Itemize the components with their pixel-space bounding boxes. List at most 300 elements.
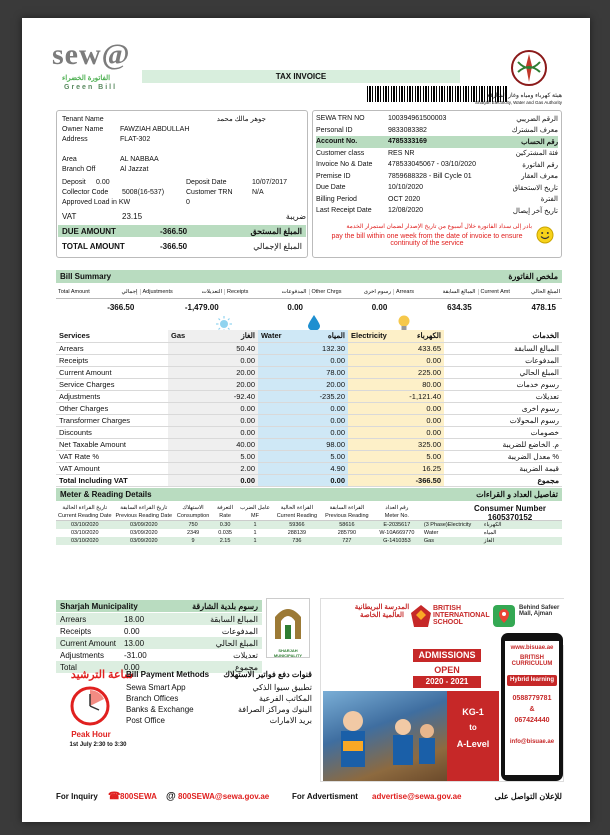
summary-value-cell: 634.35 — [447, 302, 472, 312]
meter-row — [56, 521, 562, 530]
ad-to: to — [469, 723, 477, 732]
authority-name-en: Sharjah Electricity, Water and Gas Authority — [474, 100, 562, 105]
ad-email: info@bisuae.ae — [509, 739, 555, 745]
service-row — [56, 450, 562, 462]
service-label-ar: تعديلات — [444, 390, 562, 402]
account-row-value: RES NR — [388, 149, 415, 157]
summary-header-cell — [309, 289, 394, 295]
service-water: 0.00 — [258, 402, 348, 414]
notice-ar: بادر إلى سداد الفاتورة خلال أسبوع من تاريخ الإصدار لضمان استمرار الخدمة — [346, 224, 532, 230]
service-label: VAT Amount — [56, 462, 168, 474]
service-row — [56, 438, 562, 450]
municipality-row-label: Receipts — [60, 626, 92, 636]
meter-header: MF — [251, 513, 259, 519]
meter-cell: 9 — [191, 538, 195, 544]
ad-phone2: 067424440 — [514, 717, 550, 724]
logo-sub-ar: الفاتورة الخضراء — [62, 75, 111, 82]
account-row-label: Last Receipt Date — [316, 207, 372, 215]
meter-title: Meter & Reading Details — [60, 490, 152, 499]
summary-header-ar: المبلغ الحالي — [530, 288, 560, 295]
account-row-label: Premise ID — [316, 172, 351, 180]
customer-details — [62, 114, 306, 222]
meter-title-ar: تفاصيل العداد و القراءات — [476, 490, 558, 499]
service-label-ar: المدفوعات — [444, 354, 562, 366]
municipality-row-value: -31.00 — [124, 650, 147, 660]
vat-label: VAT — [62, 212, 77, 221]
meter-cell: G-1410353 — [383, 538, 411, 544]
advert-label-ar: للإعلان التواصل على — [494, 791, 562, 801]
meter-header: Current Reading Date — [58, 513, 112, 519]
account-details — [316, 113, 558, 217]
meter-header: Consumption — [176, 513, 210, 519]
meter-cell: 1 — [253, 522, 257, 528]
service-water: 5.00 — [258, 450, 348, 462]
municipality-row-ar: المبلغ الحالي — [215, 638, 258, 648]
service-row — [56, 366, 562, 378]
meter-cell: الغاز — [483, 538, 495, 544]
account-row-ar: الفترة — [540, 196, 558, 204]
account-row-ar: رقم الحساب — [521, 138, 558, 146]
meter-cell: 2349 — [186, 530, 200, 536]
service-elec: 325.00 — [348, 438, 444, 450]
meter-cell: المياه — [483, 530, 497, 536]
payment-row-ar: المكاتب الفرعية — [258, 694, 312, 703]
meter-table — [56, 504, 562, 545]
ad-years: 2020 - 2021 — [413, 676, 481, 688]
account-row — [316, 113, 558, 125]
meter-header-ar: التعرفة — [217, 505, 234, 511]
meter-header-ar: تاريخ القراءة السابقة — [120, 505, 168, 511]
service-label-ar: مجموع — [444, 474, 562, 486]
gas-header-en: Gas — [171, 331, 186, 341]
payment-title: Bill Payment Methods — [126, 670, 210, 679]
bill-summary-header — [56, 270, 562, 283]
municipality-logo-text: SHARJAH MUNICIPALITY — [273, 648, 303, 658]
school-logo-icon — [411, 605, 431, 627]
peak-title-ar: ساعة الترشيد — [70, 669, 134, 681]
municipality-row — [56, 649, 262, 661]
payment-row-en: Post Office — [126, 716, 165, 725]
ad-level-panel — [447, 691, 499, 781]
summary-value-cell: -1,479.00 — [184, 302, 219, 312]
municipality-row-ar: مجموع — [235, 662, 258, 672]
service-label-ar: رسوم اخرى — [444, 402, 562, 414]
total-label-ar: المبلغ الإجمالي — [253, 241, 302, 251]
service-label: Discounts — [56, 426, 168, 438]
school-ad — [320, 598, 564, 782]
light-bulb-icon — [398, 315, 410, 331]
service-label: Transformer Charges — [56, 414, 168, 426]
approved-load-label: Approved Load in KW — [62, 198, 131, 206]
service-elec: 0.00 — [348, 354, 444, 366]
service-label: Receipts — [56, 354, 168, 366]
service-water: 78.00 — [258, 366, 348, 378]
account-row-ar: الرقم الضريبي — [516, 115, 558, 123]
deposit-label: Deposit — [62, 178, 86, 186]
service-row — [56, 474, 562, 486]
municipality-row-value: 0.00 — [124, 626, 140, 636]
consumer-number-label: Consumer Number — [473, 504, 546, 513]
service-elec: 0.00 — [348, 414, 444, 426]
account-row — [316, 182, 558, 194]
branch-value: Al Jazzat — [120, 165, 149, 173]
payment-row — [126, 704, 312, 715]
meter-header: Current Reading — [276, 513, 318, 519]
deposit-date-label: Deposit Date — [186, 178, 227, 186]
payment-title-ar: قنوات دفع فواتير الاستهلاك — [223, 670, 312, 679]
summary-value-cell: -366.50 — [107, 302, 135, 312]
ad-open: OPEN — [434, 665, 460, 675]
ad-phone1: 0588779781 — [512, 695, 552, 702]
ad-website: www.bisuae.ae — [510, 645, 554, 651]
footer — [56, 788, 562, 804]
payment-row-ar: تطبيق سيوا الذكي — [252, 683, 312, 692]
meter-header-ar: الاستهلاك — [182, 505, 204, 511]
bill-summary-headers — [56, 285, 562, 299]
service-row — [56, 390, 562, 402]
payment-row-en: Banks & Exchange — [126, 705, 194, 714]
service-gas: 20.00 — [168, 378, 258, 390]
summary-value-cell: 0.00 — [371, 302, 388, 312]
municipality-row-label: Arrears — [60, 614, 87, 624]
service-water: -235.20 — [258, 390, 348, 402]
meter-cell: 285790 — [337, 530, 357, 536]
service-label-ar: رسوم المحولات — [444, 414, 562, 426]
summary-header-ar: رسوم اخرى — [363, 288, 391, 295]
students-photo — [323, 691, 447, 781]
account-row-value: 100394961500003 — [388, 115, 447, 123]
meter-header-row — [56, 512, 562, 521]
service-elec: -1,121.40 — [348, 390, 444, 402]
account-row-value: 12/08/2020 — [388, 207, 424, 215]
account-row-ar: معرف العقار — [521, 173, 558, 181]
service-elec: 80.00 — [348, 378, 444, 390]
peak-note: 1st July 2:30 to 3:30 — [69, 742, 127, 748]
municipality-title-ar: رسوم بلدية الشارقة — [192, 601, 258, 611]
municipality-row-value: 0.00 — [124, 662, 140, 672]
account-row-label: Invoice No & Date — [316, 161, 373, 169]
summary-header-ar: المدفوعات — [281, 288, 307, 295]
meter-cell: 0.30 — [219, 522, 231, 528]
advert-email[interactable]: advertise@sewa.gov.ae — [372, 791, 462, 801]
ad-level: A-Level — [456, 739, 490, 749]
inquiry-label: For Inquiry — [56, 791, 98, 801]
payment-row — [126, 682, 312, 693]
account-row — [316, 171, 558, 183]
gas-header-ar: الغاز — [241, 331, 255, 341]
due-amount-row — [58, 225, 306, 237]
municipality-row-label: Total — [60, 662, 77, 672]
due-label-ar: المبلغ المستحق — [250, 226, 302, 236]
logo-text: sew@ — [52, 38, 131, 71]
phone-icon: ☎ — [108, 790, 121, 802]
water-header — [258, 330, 348, 342]
service-gas: 0.00 — [168, 402, 258, 414]
service-water: 0.00 — [258, 354, 348, 366]
meter-header-ar-row — [56, 504, 562, 512]
ad-hybrid: Hybrid learning — [507, 675, 557, 686]
meter-header-ar — [422, 504, 482, 512]
account-row — [316, 205, 558, 217]
consumer-number-value: 1605370152 — [487, 513, 533, 522]
service-label-ar: خصومات — [444, 426, 562, 438]
account-row-ar: رقم الفاتورة — [522, 161, 558, 169]
customer-trn-label: Customer TRN — [186, 188, 233, 196]
meter-cell: 2.15 — [219, 538, 231, 544]
account-row — [316, 136, 558, 148]
service-label-ar: المبلغ الحالي — [444, 366, 562, 378]
service-elec: 0.00 — [348, 426, 444, 438]
service-label: Arrears — [56, 342, 168, 354]
gas-header — [168, 330, 258, 342]
municipality-row-label: Adjustments — [60, 650, 105, 660]
meter-cell: (3 Phase)Electricity — [423, 522, 472, 528]
account-row-ar: معرف المشترك — [511, 127, 558, 135]
meter-header: Meter No. — [384, 513, 409, 519]
summary-header-cell — [56, 289, 140, 295]
bill-summary-values — [56, 301, 562, 313]
due-label: DUE AMOUNT — [62, 226, 116, 236]
municipality-row-ar: تعديلات — [233, 650, 258, 660]
ad-curriculum: BRITISH CURRICULUM — [511, 655, 553, 667]
total-label: TOTAL AMOUNT — [62, 241, 125, 251]
municipality-header — [56, 600, 262, 612]
service-water: 98.00 — [258, 438, 348, 450]
meter-header-ar: القراءة الحالية — [280, 505, 313, 511]
service-row — [56, 414, 562, 426]
service-water: 0.00 — [258, 414, 348, 426]
service-label: VAT Rate % — [56, 450, 168, 462]
payment-row — [126, 715, 312, 726]
meter-cell: W-10A669770 — [379, 530, 415, 536]
branch-label: Branch Off — [62, 165, 96, 173]
customer-trn-value: N/A — [252, 188, 264, 196]
summary-header-en: Current Amt — [480, 288, 510, 295]
service-row — [56, 354, 562, 366]
peak-label: Peak Hour — [71, 730, 111, 739]
area-label: Area — [62, 155, 77, 163]
summary-header-en: Other Chrgs — [311, 288, 342, 295]
tenant-value: جوهر مالك محمد — [216, 116, 266, 123]
meter-cell: 736 — [292, 538, 302, 544]
total-value: -366.50 — [160, 241, 188, 251]
meter-cell: Water — [423, 530, 439, 536]
service-elec: 0.00 — [348, 402, 444, 414]
account-row — [316, 159, 558, 171]
meter-header-ar: رقم العداد — [385, 505, 409, 511]
elec-header-ar: الكهرباء — [416, 331, 441, 341]
service-water: 20.00 — [258, 378, 348, 390]
meter-cell: 288139 — [287, 530, 307, 536]
bill-summary-title-ar: ملخص الفاتورة — [508, 272, 558, 281]
meter-row — [56, 537, 562, 545]
service-gas: 0.00 — [168, 426, 258, 438]
service-gas: 0.00 — [168, 414, 258, 426]
meter-cell: 03/10/2020 — [70, 522, 99, 528]
ad-school-en: BRITISH INTERNATIONAL SCHOOL — [433, 605, 490, 626]
inquiry-email[interactable]: 800SEWA@sewa.gov.ae — [178, 791, 270, 801]
notice-en: pay the bill within one week from the date of invoice to ensure continuity of the service — [331, 233, 523, 247]
meter-cell: 03/10/2020 — [70, 530, 99, 536]
meter-header: Previous Reading — [325, 513, 369, 519]
service-elec: -366.50 — [348, 474, 444, 486]
vat-label-ar: ضريبة — [285, 212, 306, 221]
service-gas: -92.40 — [168, 390, 258, 402]
service-row — [56, 342, 562, 354]
summary-header-cell — [478, 289, 563, 295]
account-row-label: Due Date — [316, 184, 346, 192]
payment-rows — [126, 682, 312, 726]
map-pin-icon — [493, 605, 515, 627]
tenant-label: Tenant Name — [62, 115, 104, 123]
service-row — [56, 462, 562, 474]
ad-school-ar: المدرسة البريطانية العالمية الخاصة — [354, 604, 410, 619]
meter-header — [422, 512, 482, 521]
authority-emblem-icon — [510, 48, 548, 88]
meter-cell: 750 — [188, 522, 198, 528]
approved-load-value: 0 — [186, 198, 190, 206]
service-gas: 20.00 — [168, 366, 258, 378]
authority-name-ar: هيئة كهرباء ومياه وغاز الشارقة — [486, 93, 562, 99]
logo-sub-en: Green Bill — [64, 84, 118, 91]
meter-cell: 59366 — [289, 522, 305, 528]
elec-header-en: Electricity — [351, 331, 387, 341]
summary-header-en: Total Amount — [58, 288, 90, 295]
summary-header-cell — [140, 289, 225, 295]
account-row-label: Personal ID — [316, 126, 353, 134]
service-elec: 225.00 — [348, 366, 444, 378]
service-label-ar: المبالغ السابقة — [444, 342, 562, 354]
municipality-rows — [56, 613, 262, 673]
meter-header-ar: عامل الضرب — [240, 505, 270, 511]
invoice-sheet — [22, 18, 590, 822]
deposit-value: 0.00 — [96, 178, 110, 186]
account-row-ar: فئة المشتركين — [515, 150, 558, 158]
service-gas: 5.00 — [168, 450, 258, 462]
service-water: 0.00 — [258, 426, 348, 438]
meter-cell: 1 — [253, 538, 257, 544]
service-gas: 40.00 — [168, 438, 258, 450]
service-row — [56, 426, 562, 438]
municipality-row-label: Current Amount — [60, 638, 117, 648]
municipality-row — [56, 637, 262, 649]
service-gas: 0.00 — [168, 354, 258, 366]
summary-header-ar: إجمالي — [121, 288, 138, 295]
service-label-ar: م. الخاضع للضريبة — [444, 438, 562, 450]
meter-cell: الكهرباء — [483, 522, 502, 528]
account-row-label: Customer class — [316, 149, 365, 157]
municipality-row — [56, 625, 262, 637]
ad-admissions: ADMISSIONS — [413, 649, 481, 662]
account-row-ar: تاريخ آخر إيصال — [512, 207, 558, 215]
summary-header-en: Adjustments — [142, 288, 173, 295]
at-icon: @ — [166, 790, 176, 802]
service-elec: 16.25 — [348, 462, 444, 474]
service-elec: 5.00 — [348, 450, 444, 462]
collector-label: Collector Code — [62, 188, 109, 196]
service-water: 0.00 — [258, 474, 348, 486]
payment-row — [126, 693, 312, 704]
account-row — [316, 125, 558, 137]
page-title: TAX INVOICE — [142, 70, 460, 83]
service-water: 4.90 — [258, 462, 348, 474]
service-water: 132.30 — [258, 342, 348, 354]
account-row — [316, 148, 558, 160]
owner-value: FAWZIAH ABDULLAH — [120, 125, 190, 133]
service-label: Total Including VAT — [56, 474, 168, 486]
meter-cell: 03/09/2020 — [130, 530, 158, 536]
payment-row-ar: البنوك ومراكز الصرافة — [237, 705, 312, 714]
smiley-icon — [536, 226, 554, 244]
water-drop-icon — [308, 315, 320, 331]
municipality-row-value: 13.00 — [124, 638, 145, 648]
municipality-title: Sharjah Municipality — [60, 601, 138, 611]
meter-header: Previous Reading Date — [115, 513, 173, 519]
total-amount-row — [58, 240, 306, 252]
water-header-en: Water — [261, 331, 282, 341]
municipality-logo — [266, 598, 310, 658]
summary-header-cell — [393, 289, 478, 295]
account-row-label: SEWA TRN NO — [316, 115, 365, 123]
meter-header — [56, 488, 562, 501]
service-label-ar: قيمة الضريبة — [444, 462, 562, 474]
clock-icon — [70, 686, 110, 726]
owner-label: Owner Name — [62, 125, 104, 133]
account-row-value: 7859688328 - Bill Cycle 01 — [388, 172, 472, 180]
services-header: Services — [56, 330, 168, 342]
account-row-value: OCT 2020 — [388, 195, 421, 203]
service-label-ar: رسوم خدمات — [444, 378, 562, 390]
municipality-row-ar: المبالغ السابقة — [210, 614, 258, 624]
summary-value-cell: 478.15 — [531, 302, 556, 312]
account-row-value: 4785333169 — [388, 138, 427, 146]
area-value: AL NABBAA — [120, 155, 159, 163]
summary-header-cell — [224, 289, 309, 295]
water-header-ar: المياه — [327, 331, 345, 341]
services-table — [56, 330, 562, 487]
inquiry-phone[interactable]: 800SEWA — [120, 791, 157, 801]
account-row-ar: تاريخ الاستحقاق — [512, 184, 558, 192]
account-row-value: 10/10/2020 — [388, 184, 424, 192]
meter-cell: 03/09/2020 — [130, 538, 158, 544]
service-row — [56, 402, 562, 414]
address-value: FLAT-302 — [120, 135, 151, 143]
collector-value: 5008(16-537) — [122, 188, 165, 196]
account-row — [316, 194, 558, 206]
summary-header-en: Arrears — [396, 288, 415, 295]
meter-cell: 03/10/2020 — [70, 538, 99, 544]
account-row-value: 9833083382 — [388, 126, 427, 134]
due-value: -366.50 — [160, 226, 188, 236]
service-elec: 433.65 — [348, 342, 444, 354]
account-row-label: Account No. — [316, 138, 358, 146]
summary-header-ar: المبالغ السابقة — [442, 288, 476, 295]
service-label: Net Taxable Amount — [56, 438, 168, 450]
ad-amp: & — [529, 706, 535, 713]
summary-value-cell: 0.00 — [287, 302, 303, 312]
payment-row-en: Sewa Smart App — [126, 683, 186, 692]
meter-cell: 1 — [253, 530, 257, 536]
service-row — [56, 378, 562, 390]
meter-cell: 727 — [342, 538, 352, 544]
service-label-ar: معدل الضريبة % — [444, 450, 562, 462]
service-gas: 50.40 — [168, 342, 258, 354]
service-label: Service Charges — [56, 378, 168, 390]
municipality-row-value: 18.00 — [124, 614, 145, 624]
deposit-date-value: 10/07/2017 — [252, 178, 288, 186]
meter-row — [56, 529, 562, 537]
municipality-row — [56, 613, 262, 625]
